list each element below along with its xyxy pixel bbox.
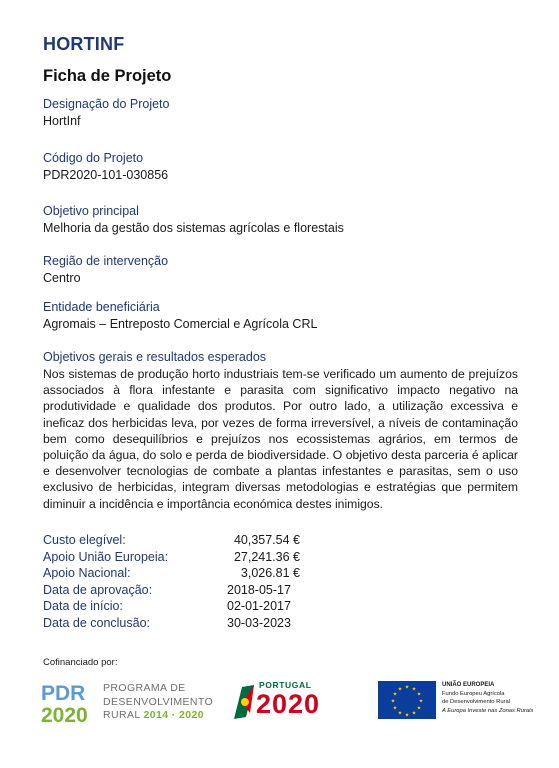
field-value: Centro bbox=[43, 271, 81, 285]
eu-line-2: de Desenvolvimento Rural bbox=[442, 699, 510, 705]
financing-label: Custo elegível: bbox=[43, 533, 126, 547]
field-label: Designação do Projeto bbox=[43, 97, 170, 111]
svg-text:★: ★ bbox=[418, 698, 424, 705]
svg-text:★: ★ bbox=[404, 712, 410, 719]
field-label: Código do Projeto bbox=[43, 151, 144, 165]
svg-text:★: ★ bbox=[397, 710, 403, 717]
svg-text:PDR: PDR bbox=[41, 682, 86, 705]
financing-row-aprovacao bbox=[43, 582, 313, 599]
svg-text:2020: 2020 bbox=[41, 704, 88, 724]
financing-label: Apoio União Europeia: bbox=[43, 549, 169, 564]
field-value: PDR2020-101-030856 bbox=[43, 168, 169, 182]
financing-value: 40,357.54 € bbox=[233, 533, 300, 547]
financing-row-conclusao bbox=[43, 615, 313, 632]
financing-date: 2018-05-17 bbox=[227, 582, 291, 597]
field-codigo bbox=[43, 150, 518, 184]
pdr-line-3 bbox=[103, 709, 213, 723]
field-objetivo bbox=[43, 203, 518, 237]
pdr2020-logo bbox=[40, 680, 220, 725]
financing-label: Data de início: bbox=[43, 599, 123, 613]
field-designacao bbox=[43, 96, 518, 130]
svg-text:★: ★ bbox=[390, 698, 396, 705]
eu-flag-icon bbox=[378, 681, 436, 719]
financing-row-custo bbox=[43, 532, 313, 549]
field-label: Objetivo principal bbox=[43, 204, 139, 218]
svg-text:★: ★ bbox=[411, 686, 417, 693]
field-label: Entidade beneficiária bbox=[43, 300, 160, 314]
portugal-flag-icon bbox=[232, 683, 256, 721]
field-label: Objetivos gerais e resultados esperados bbox=[43, 350, 267, 364]
svg-text:★: ★ bbox=[416, 691, 422, 698]
pdr-years: 2014 · 2020 bbox=[143, 709, 204, 721]
portugal2020-logo bbox=[232, 680, 358, 724]
svg-text:★: ★ bbox=[411, 710, 417, 717]
financing-label: Data de conclusão: bbox=[43, 615, 151, 630]
brand-title: HORTINF bbox=[43, 34, 125, 54]
field-regiao bbox=[43, 253, 518, 287]
eu-motto: A Europa Investe nas Zonas Rurais bbox=[442, 707, 534, 714]
pdr-rural: RURAL bbox=[103, 709, 141, 721]
financing-row-inicio bbox=[43, 598, 313, 615]
svg-text:★: ★ bbox=[397, 686, 403, 693]
field-entidade bbox=[43, 299, 518, 333]
svg-text:★: ★ bbox=[392, 705, 398, 712]
financing-row-apoio-nacional bbox=[43, 565, 313, 582]
eu-text bbox=[442, 681, 534, 715]
eu-logo bbox=[378, 680, 534, 724]
financing-date: 30-03-2023 bbox=[227, 615, 291, 630]
field-label: Região de intervenção bbox=[43, 254, 169, 268]
page-title: Ficha de Projeto bbox=[43, 67, 172, 85]
financing-date: 02-01-2017 bbox=[227, 599, 291, 613]
pdr-line-1: PROGRAMA DE bbox=[103, 682, 186, 694]
pdr-line-2: DESENVOLVIMENTO bbox=[103, 695, 214, 708]
portugal-2020: 2020 bbox=[256, 689, 321, 719]
pdr2020-text bbox=[103, 682, 213, 723]
svg-text:★: ★ bbox=[404, 684, 410, 691]
eu-line-1: Fundo Europeu Agrícola bbox=[442, 690, 505, 697]
field-value: Agromais – Entreposto Comercial e Agrícola CRL bbox=[43, 317, 318, 331]
field-value: Melhoria da gestão dos sistemas agrícolas e florestais bbox=[43, 221, 344, 235]
field-value: HortInf bbox=[43, 114, 81, 128]
financing-row-apoio-ue bbox=[43, 549, 313, 566]
financing-table bbox=[43, 532, 313, 631]
portugal-word: PORTUGAL bbox=[259, 680, 312, 690]
svg-text:★: ★ bbox=[392, 691, 398, 698]
objectives-paragraph: Nos sistemas de produção horto industriais tem-se verificado um aumento de prejuízos associados à flora infestante e parasita com significativo impacto negativo na produtividade e qualidade dos produtos. Por outro lado, a utilização excessiva e ineficaz dos herbicidas leva, por vezes de forma irreversível, a níveis de contaminação bem como desequilíbrios e prejuízos nos ecossistemas agrários, em termos de poluição da água, do solo e perda de biodiversidade. O objetivo desta parceria é aplicar e desenvolver tecnologias de combate a plantas infestantes e parasitas, sem o uso exclusivo de herbicidas, integram diversas metodologias e estratégias que permitem diminuir a incidência e importância económica destes inimigos. bbox=[43, 367, 518, 511]
field-objetivos-gerais bbox=[43, 349, 518, 512]
pdr2020-mark-icon bbox=[40, 680, 98, 724]
financing-value: 3,026.81 € bbox=[240, 566, 300, 580]
eu-heading: UNIÃO EUROPEIA bbox=[442, 682, 495, 688]
svg-text:★: ★ bbox=[416, 705, 422, 712]
financing-label: Data de aprovação: bbox=[43, 582, 153, 597]
cofinanced-label: Cofinanciado por: bbox=[43, 657, 118, 668]
financing-label: Apoio Nacional: bbox=[43, 566, 131, 580]
financing-value: 27,241.36 € bbox=[233, 549, 300, 564]
